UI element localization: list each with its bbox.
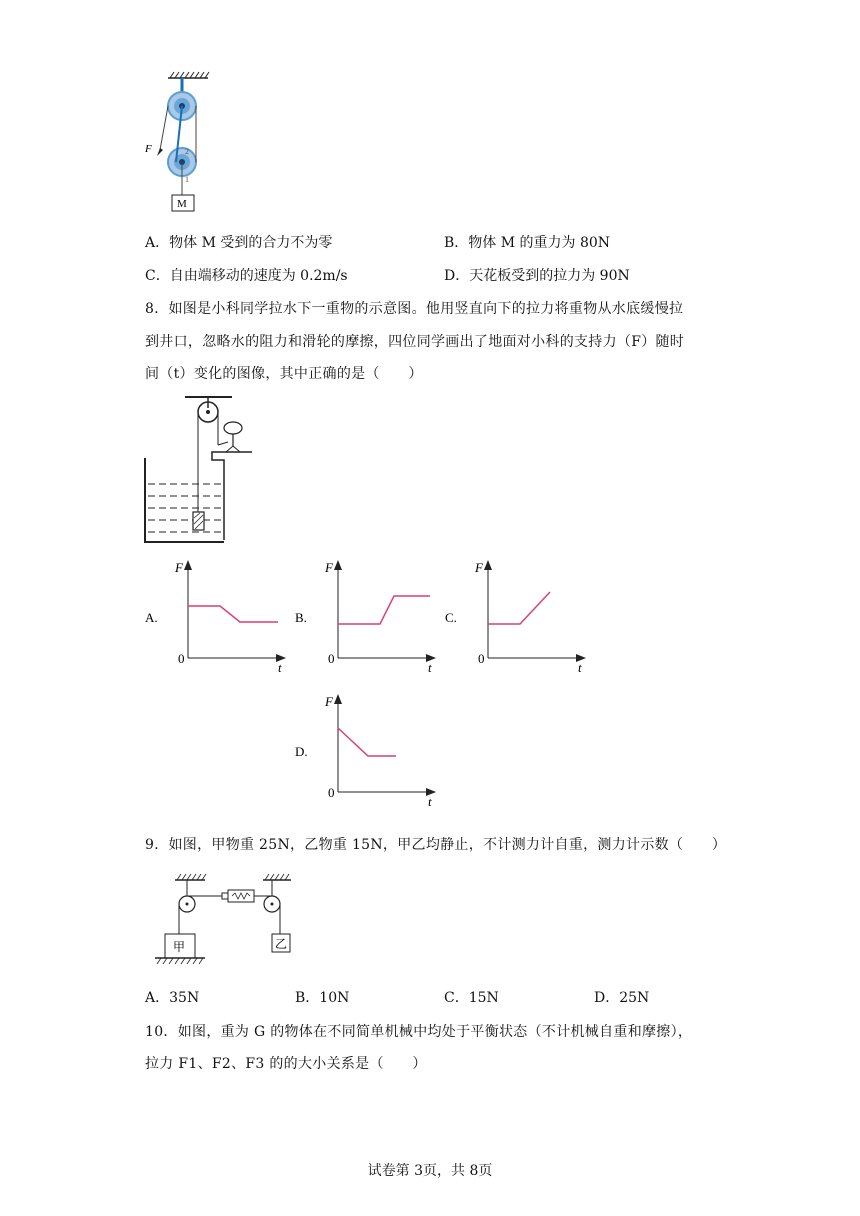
q8-stem-line-1: 8．如图是小科同学拉水下一重物的示意图。他用竖直向下的拉力将重物从水底缓慢拉 bbox=[145, 301, 684, 317]
svg-text:F: F bbox=[325, 694, 333, 709]
q7-option-d: D．天花板受到的拉力为 90N bbox=[444, 268, 630, 284]
svg-text:2: 2 bbox=[185, 147, 189, 156]
page-footer: 试卷第 3页，共 8页 bbox=[367, 1163, 493, 1179]
svg-text:0: 0 bbox=[328, 785, 335, 800]
q9-figure bbox=[150, 872, 300, 972]
svg-text:t: t bbox=[578, 660, 582, 675]
q9-option-b: B．10N bbox=[295, 990, 350, 1006]
q7-pulley-figure bbox=[140, 70, 220, 215]
q7-option-b: B．物体 M 的重力为 80N bbox=[444, 235, 611, 251]
svg-text:F: F bbox=[475, 560, 483, 575]
q9-option-a: A．35N bbox=[145, 990, 200, 1006]
force-label: F bbox=[145, 143, 152, 155]
svg-text:D.: D. bbox=[295, 744, 308, 759]
q8-graph-b bbox=[290, 558, 440, 678]
svg-text:0: 0 bbox=[478, 651, 485, 666]
q8-stem-line-2: 到井口，忽略水的阻力和滑轮的摩擦，四位同学画出了地面对小科的支持力（F）随时 bbox=[145, 334, 685, 350]
graph-a-line bbox=[188, 606, 278, 622]
q8-graph-c bbox=[440, 558, 590, 678]
q7-option-a: A．物体 M 受到的合力不为零 bbox=[145, 235, 333, 251]
svg-text:1: 1 bbox=[185, 175, 189, 184]
svg-text:F: F bbox=[175, 560, 183, 575]
svg-text:t: t bbox=[428, 794, 432, 809]
q7-option-c: C．自由端移动的速度为 0.2m/s bbox=[145, 268, 348, 284]
svg-text:A.: A. bbox=[145, 610, 158, 625]
q9-option-d: D．25N bbox=[594, 990, 650, 1006]
svg-text:0: 0 bbox=[328, 651, 335, 666]
svg-text:M: M bbox=[177, 198, 187, 210]
svg-text:F: F bbox=[325, 560, 333, 575]
svg-text:t: t bbox=[428, 660, 432, 675]
q9-stem: 9．如图，甲物重 25N，乙物重 15N，甲乙均静止，不计测力计自重，测力计示数（ ） bbox=[145, 837, 727, 853]
svg-text:C.: C. bbox=[445, 610, 457, 625]
graph-b-line bbox=[338, 596, 430, 624]
svg-text:乙: 乙 bbox=[275, 937, 288, 951]
q9-option-c: C．15N bbox=[444, 990, 499, 1006]
q8-well-figure bbox=[140, 390, 260, 550]
q10-stem-line-2: 拉力 F1、F2、F3 的的大小关系是（ ） bbox=[145, 1056, 427, 1072]
graph-d-line bbox=[338, 728, 396, 756]
graph-c-line bbox=[488, 592, 550, 624]
q10-stem-line-1: 10．如图，重为 G 的物体在不同简单机械中均处于平衡状态（不计机械自重和摩擦）， bbox=[145, 1024, 693, 1040]
svg-text:t: t bbox=[278, 660, 282, 675]
q8-graph-d bbox=[290, 692, 440, 812]
svg-text:0: 0 bbox=[178, 651, 185, 666]
svg-text:B.: B. bbox=[295, 610, 307, 625]
spring-scale bbox=[228, 890, 254, 902]
svg-text:甲: 甲 bbox=[173, 940, 186, 954]
q8-graph-a bbox=[140, 558, 290, 678]
q8-stem-line-3: 间（t）变化的图像，其中正确的是（ ） bbox=[145, 366, 423, 382]
